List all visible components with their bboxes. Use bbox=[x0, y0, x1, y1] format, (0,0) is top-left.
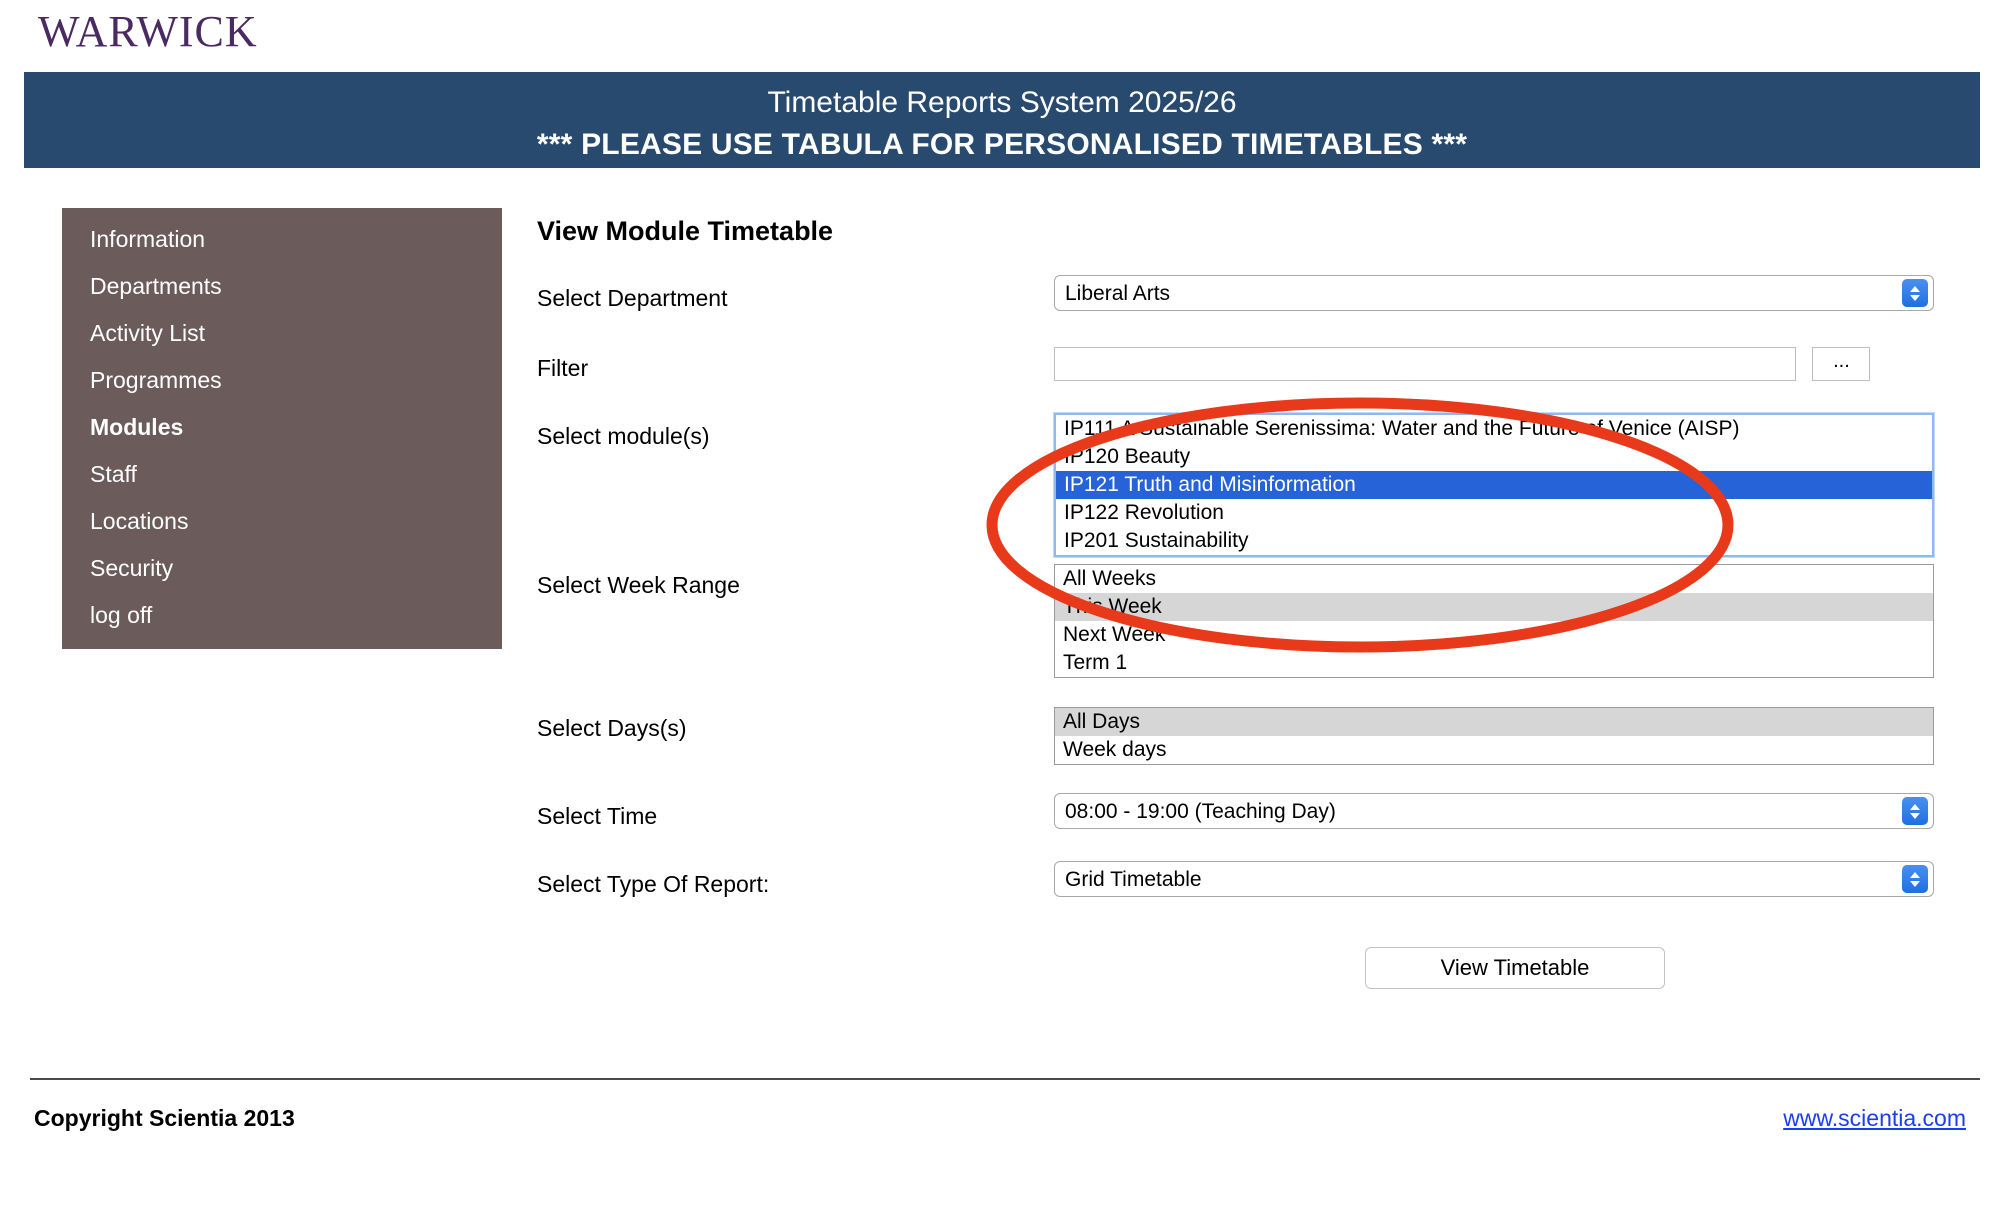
label-filter: Filter bbox=[537, 355, 589, 381]
modules-listbox[interactable] bbox=[1054, 413, 1934, 557]
list-item[interactable]: IP122 Revolution bbox=[1064, 501, 1224, 524]
label-select-time: Select Time bbox=[537, 803, 658, 829]
module-timetable-form bbox=[537, 275, 1957, 1001]
label-select-days: Select Days(s) bbox=[537, 715, 687, 741]
list-item[interactable]: All Days bbox=[1055, 708, 1933, 736]
list-item[interactable]: IP121 Truth and Misinformation bbox=[1056, 471, 1932, 499]
department-select[interactable] bbox=[1054, 275, 1934, 311]
list-item[interactable]: Week days bbox=[1063, 738, 1167, 761]
banner-title: Timetable Reports System 2025/26 bbox=[767, 86, 1237, 119]
week-range-listbox[interactable] bbox=[1054, 564, 1934, 678]
report-type-select[interactable] bbox=[1054, 861, 1934, 897]
row-week-range bbox=[537, 558, 1957, 703]
sidebar-item-security[interactable]: Security bbox=[90, 555, 174, 581]
list-item[interactable]: IP201 Sustainability bbox=[1064, 529, 1249, 552]
copyright-text: Copyright Scientia 2013 bbox=[34, 1105, 295, 1131]
sidebar-item-log-off[interactable]: log off bbox=[90, 602, 153, 628]
row-department bbox=[537, 275, 1957, 347]
row-filter bbox=[537, 347, 1957, 415]
time-select[interactable] bbox=[1054, 793, 1934, 829]
banner-subtitle: *** PLEASE USE TABULA FOR PERSONALISED TIMETABLES *** bbox=[536, 128, 1468, 161]
row-report-type bbox=[537, 861, 1957, 941]
row-view-button bbox=[537, 941, 1957, 1001]
sidebar-item-programmes[interactable]: Programmes bbox=[90, 367, 222, 393]
label-select-department: Select Department bbox=[537, 285, 728, 311]
list-item[interactable]: This Week bbox=[1055, 593, 1933, 621]
days-listbox[interactable] bbox=[1054, 707, 1934, 765]
label-select-week-range: Select Week Range bbox=[537, 572, 740, 598]
filter-browse-button[interactable]: ... bbox=[1812, 347, 1870, 381]
footer-divider bbox=[30, 1078, 1980, 1080]
view-timetable-button[interactable]: View Timetable bbox=[1365, 947, 1665, 989]
label-select-report-type: Select Type Of Report: bbox=[537, 871, 770, 897]
list-item[interactable]: Term 1 bbox=[1063, 651, 1128, 674]
row-modules bbox=[537, 415, 1957, 558]
page-title: View Module Timetable bbox=[537, 216, 834, 246]
page-banner bbox=[24, 72, 1980, 168]
label-select-modules: Select module(s) bbox=[537, 423, 710, 449]
sidebar-item-information[interactable]: Information bbox=[90, 226, 206, 252]
scientia-link[interactable]: www.scientia.com bbox=[1783, 1105, 1966, 1131]
row-time bbox=[537, 793, 1957, 861]
list-item[interactable]: IP120 Beauty bbox=[1064, 445, 1191, 468]
list-item[interactable]: Next Week bbox=[1063, 623, 1166, 646]
list-item[interactable]: All Weeks bbox=[1063, 567, 1156, 590]
sidebar-item-locations[interactable]: Locations bbox=[90, 508, 189, 534]
warwick-logo: WARWICK bbox=[38, 7, 258, 56]
list-item[interactable]: IP111 A Sustainable Serenissima: Water and the Future of Venice (AISP) bbox=[1064, 417, 1740, 440]
sidebar-item-modules[interactable]: Modules bbox=[90, 414, 184, 440]
filter-input[interactable] bbox=[1054, 347, 1796, 381]
sidebar-item-staff[interactable]: Staff bbox=[90, 461, 137, 487]
sidebar-item-departments[interactable]: Departments bbox=[90, 273, 222, 299]
sidebar bbox=[62, 208, 502, 649]
sidebar-item-activity-list[interactable]: Activity List bbox=[90, 320, 206, 346]
row-days bbox=[537, 703, 1957, 793]
